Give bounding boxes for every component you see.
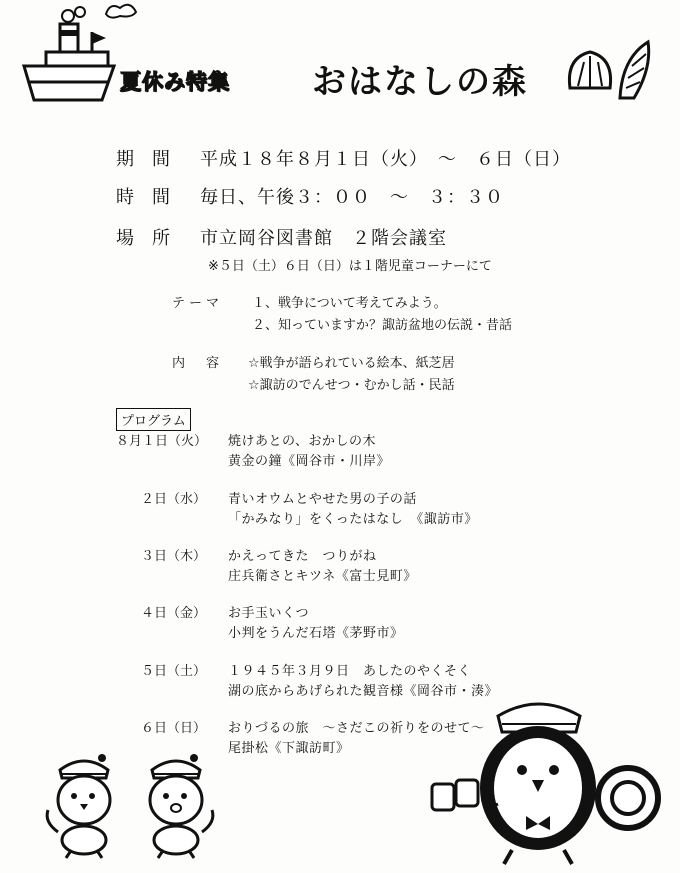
- program-story: 湖の底からあげられた観音様《岡谷市・湊》: [228, 684, 499, 699]
- program-story: 黄金の鐘《岡谷市・川岸》: [228, 454, 391, 469]
- content-item-2: ☆諏訪のでんせつ・むかし話・民話: [248, 378, 455, 393]
- program-date: ２日（水）: [140, 492, 206, 507]
- place-label: 場所: [116, 228, 188, 249]
- program-date: ３日（木）: [140, 549, 206, 564]
- program-story: 庄兵衛さとキツネ《富士見町》: [228, 569, 417, 584]
- program-story: 小判をうんだ石塔《茅野市》: [228, 626, 404, 641]
- program-date: ４日（金）: [140, 606, 206, 621]
- title-small: 夏休み特集: [120, 70, 230, 94]
- program-story: １９４５年３月９日 あしたのやくそく: [228, 664, 472, 679]
- cloud-illustration: [102, 0, 142, 20]
- theme-item-2: ２、知っていますか？諏訪盆地の伝説・昔話: [252, 318, 513, 333]
- program-date: ８月１日（火）: [116, 434, 208, 449]
- program-date: ６日（日）: [140, 721, 206, 736]
- period-value: 平成１８年８月１日（火） ～ ６日（日）: [200, 149, 571, 170]
- program-story: 青いオウムとやせた男の子の話: [228, 492, 417, 507]
- content-item-1: ☆戦争が語られている絵本、紙芝居: [248, 356, 455, 371]
- penguin-sailor-illustration: [428, 688, 664, 866]
- page-title: おはなしの森: [312, 62, 528, 102]
- theme-label: テーマ: [172, 296, 224, 311]
- program-story: 尾掛松《下諏訪町》: [228, 741, 350, 756]
- chick-character-illustration: [132, 748, 220, 858]
- program-heading: プログラム: [116, 408, 191, 431]
- period-label: 期間: [116, 149, 188, 170]
- time-label: 時間: [116, 187, 188, 208]
- program-story: かえってきた つりがね: [228, 549, 377, 564]
- program-story: 「かみなり」をくったはなし 《諏訪市》: [228, 512, 478, 527]
- program-story: 焼けあとの、おかしの木: [228, 434, 376, 449]
- place-note: ※５日（土）６日（日）は１階児童コーナーにて: [208, 259, 492, 274]
- chick-character-illustration: [40, 748, 128, 858]
- time-value: 毎日、午後３：００ ～ ３：３０: [200, 187, 504, 208]
- content-label: 内 容: [172, 356, 224, 371]
- shell-illustration: [560, 38, 660, 108]
- program-story: お手玉いくつ: [228, 606, 310, 621]
- program-story: おりづるの旅 ～さだこの祈りをのせて～: [228, 721, 485, 736]
- place-value: 市立岡谷図書館 ２階会議室: [200, 228, 447, 249]
- theme-item-1: １、戦争について考えてみよう。: [252, 296, 447, 311]
- program-date: ５日（土）: [140, 664, 206, 679]
